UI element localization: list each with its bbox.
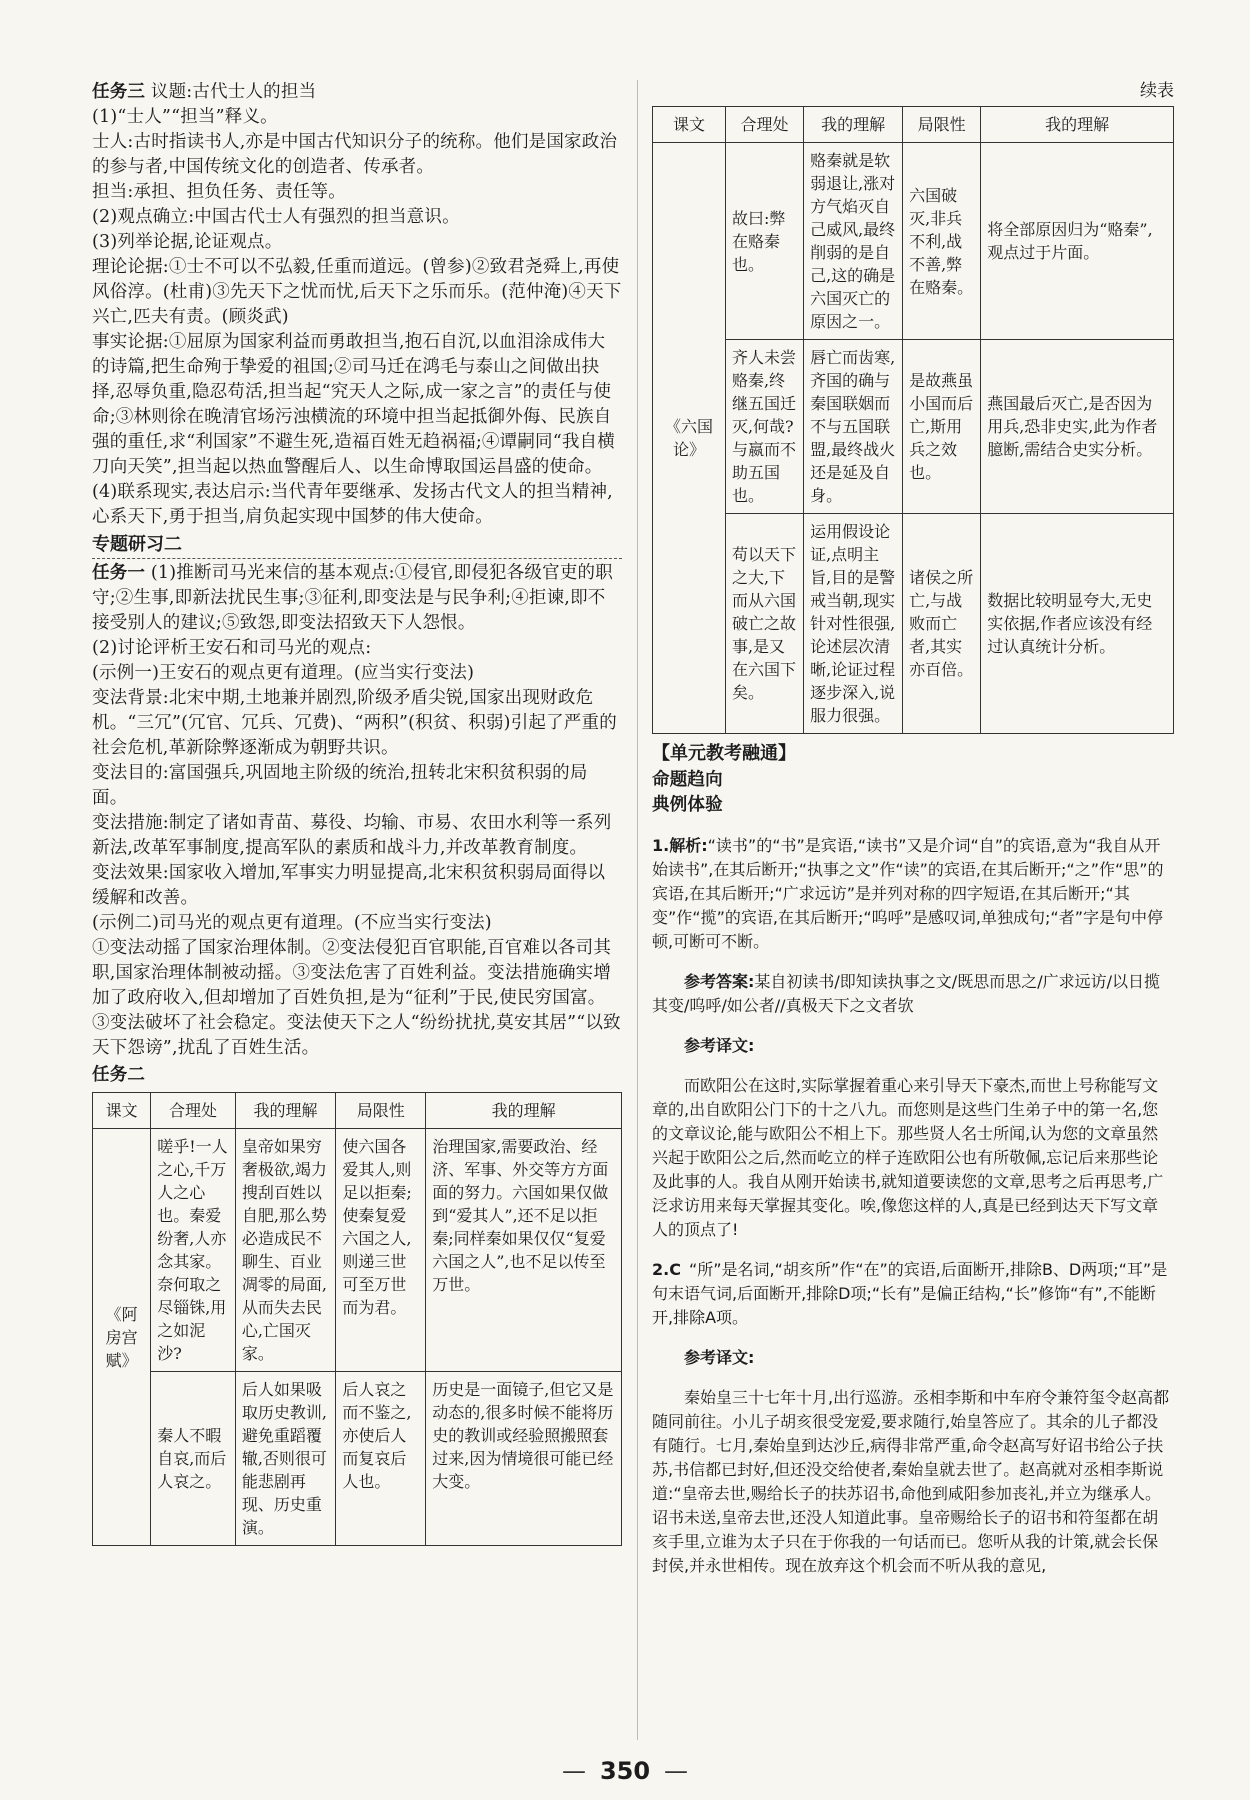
table-cell: 将全部原因归为“赂秦”,观点过于片面。 [981,143,1174,340]
q1-answer-text: 某自初读书/即知读执事之文/既思而思之/广求远访/以日揽其变/呜呼/如公者//真极天下之文者欤 [652,972,1160,1015]
dianli-heading: 典例体验 [652,795,723,815]
table-cell: 唇亡而齿寒,齐国的确与秦国联姻而不与五国联盟,最终战火还是延及自身。 [804,340,903,514]
table-cell: 皇帝如果穷奢极欲,竭力搜刮百姓以自肥,那么势必造成民不聊生、百业凋零的局面,从而失去民心,亡国灭家。 [235,1129,336,1372]
table-cell: 苟以天下之大,下而从六国破亡之故事,是又在六国下矣。 [725,514,803,734]
table-header-row [93,1093,622,1129]
paragraph: 变法目的:富国强兵,巩固地主阶级的统治,扭转北宋积贫积弱的局面。 [92,763,588,808]
paragraph: 变法措施:制定了诸如青苗、募役、均输、市易、农田水利等一系列新法,改革军事制度,提高军队的素质和战斗力,并改革教育制度。 [92,813,612,858]
paragraph: 士人:古时指读书人,亦是中国古代知识分子的统称。他们是国家政治的参与者,中国传统文化的创造者、传承者。 [92,132,618,177]
paragraph: 事实论据:①屈原为国家利益而勇敢担当,抱石自沉,以血泪涂成伟大的诗篇,把生命殉于挚爱的祖国;②司马迁在鸿毛与泰山之间做出抉择,忍辱负重,隐忍苟活,担当起“究天人之际,成一家之言”的责任与使命;③林则徐在晚清官场污浊横流的环境中担当起抵御外侮、民族自强的重任,求“利国家”不避生死,造福百姓无趋祸福;④谭嗣同“我自横刀向天笑”,担当起以热血警醒后人、以生命博取国运昌盛的使命。 [92,332,615,477]
q1-number: 1. [652,836,670,855]
table-row [653,340,1174,514]
table-cell: 齐人未尝赂秦,终继五国迁灭,何哉?与嬴而不助五国也。 [725,340,803,514]
table-header: 我的理解 [426,1093,622,1129]
research2-heading: 专题研习二 [92,532,622,559]
q1-answer-label: 参考答案: [684,972,755,991]
paragraph: 变法效果:国家收入增加,军事实力明显提高,北宋积贫积弱局面得以缓解和改善。 [92,863,606,908]
table-header: 课文 [93,1093,151,1129]
q1-text: “读书”的“书”是宾语,“读书”又是介词“自”的宾语,意为“我自从开始读书”,在其后断开;“执事之文”作“读”的宾语,在其后断开;“之”作“思”的宾语,在其后断开;“广求远访”是并列对称的四字短语,在其后断开;“其变”作“揽”的宾语,在其后断开;“呜呼”是感叹词,单独成句;“者”字是句中停顿,可断可不断。 [652,836,1164,951]
paragraph: (4)联系现实,表达启示:当代青年要继承、发扬古代文人的担当精神,心系天下,勇于担当,肩负起实现中国梦的伟大使命。 [92,482,613,527]
q2-number: 2.C [652,1260,681,1279]
table-header: 局限性 [903,107,981,143]
task2-heading: 任务二 [92,1065,146,1085]
paragraph: (示例一)王安石的观点更有道理。(应当实行变法) [92,663,475,683]
table-cell-title: 《六国论》 [653,143,726,734]
table-cell: 燕国最后灭亡,是否因为用兵,恐非史实,此为作者臆断,需结合史实分析。 [981,340,1174,514]
table-cell: 运用假设论证,点明主旨,目的是警戒当朝,现实针对性很强,论述层次清晰,论证过程逐步深入,说服力很强。 [804,514,903,734]
table-row [93,1372,622,1546]
paragraph: (1)“士人”“担当”释义。 [92,107,278,127]
table-row [653,514,1174,734]
task1-label: 任务一 [92,563,146,583]
table-cell: 故曰:弊在赂秦也。 [725,143,803,340]
left-column [92,80,622,1546]
right-column [652,80,1174,1594]
q2-analysis [652,1258,1174,1330]
task3-topic: 议题:古代士人的担当 [145,82,317,102]
table-header: 局限性 [336,1093,426,1129]
table-row [653,143,1174,340]
page-number-footer: — 350 — [561,1757,689,1785]
table-cell: 后人如果吸取历史教训,避免重蹈覆辙,否则很可能悲剧再现、历史重演。 [235,1372,336,1546]
page-number: 350 [599,1757,651,1785]
task3-label: 任务三 [92,82,146,102]
paragraph: 担当:承担、担负任务、责任等。 [92,182,346,202]
task1-paragraph [92,561,622,636]
table-cell: 赂秦就是软弱退让,涨对方气焰灭自己威风,最终削弱的是自己,这的确是六国灭亡的原因之一。 [804,143,903,340]
table-cell: 历史是一面镜子,但它又是动态的,很多时候不能将历史的教训或经验照搬照套过来,因为情境很可能已经大变。 [426,1372,622,1546]
column-divider [637,80,638,1740]
table-cell: 是故燕虽小国而后亡,斯用兵之效也。 [903,340,981,514]
task2-table-left [92,1092,622,1546]
unit-heading: 【单元教考融通】 [652,743,796,764]
table-header-row [653,107,1174,143]
table-header: 我的理解 [804,107,903,143]
table-header: 我的理解 [235,1093,336,1129]
trans2-label: 参考译文: [684,1348,755,1367]
table-cell: 诸侯之所亡,与战败而亡者,其实亦百倍。 [903,514,981,734]
table-row [93,1129,622,1372]
paragraph: 变法背景:北宋中期,土地兼并剧烈,阶级矛盾尖锐,国家出现财政危机。“三冗”(冗官、冗兵、冗费)、“两积”(积贫、积弱)引起了严重的社会危机,革新除弊逐渐成为朝野共识。 [92,688,617,758]
table-cell: 秦人不暇自哀,而后人哀之。 [151,1372,236,1546]
q1-label: 解析: [669,836,708,855]
q1-answer [652,970,1174,1018]
table-header: 合理处 [725,107,803,143]
paragraph: (3)列举论据,论证观点。 [92,232,283,252]
table-header: 合理处 [151,1093,236,1129]
table-cell: 后人哀之而不鉴之,亦使后人而复哀后人也。 [336,1372,426,1546]
paragraph: (2)观点确立:中国古代士人有强烈的担当意识。 [92,207,460,227]
table-cell: 治理国家,需要政治、经济、军事、外交等方方面面的努力。六国如果仅做到“爱其人”,还不足以拒秦;同样秦如果仅仅“复爱六国之人”,也不足以传至万世。 [426,1129,622,1372]
paragraph: 理论论据:①士不可以不弘毅,任重而道远。(曾参)②致君尧舜上,再使风俗淳。(杜甫)③先天下之忧而忧,后天下之乐而乐。(范仲淹)④天下兴亡,匹夫有责。(顾炎武) [92,257,622,327]
table-cell: 使六国各爱其人,则足以拒秦;使秦复爱六国之人,则递三世可至万世而为君。 [336,1129,426,1372]
task3-heading [92,80,622,105]
task2-table-right [652,106,1174,734]
table-cell: 数据比较明显夸大,无史实依据,作者应该没有经过认真统计分析。 [981,514,1174,734]
paragraph: ①变法动摇了国家治理体制。②变法侵犯百官职能,百官难以各司其职,国家治理体制被动摇。③变法危害了百姓利益。变法措施确实增加了政府收入,但却增加了百姓负担,是为“征利”于民,使民穷国富。③变法破坏了社会稳定。变法使天下之人“纷纷扰扰,莫安其居”“以致天下怨谤”,扰乱了百姓生活。 [92,938,621,1058]
paragraph: (示例二)司马光的观点更有道理。(不应当实行变法) [92,913,492,933]
table-cell-title: 《阿房宫赋》 [93,1129,151,1546]
trans2-text: 秦始皇三十七年十月,出行巡游。丞相李斯和中车府令兼符玺令赵高都随同前往。小儿子胡亥很受宠爱,要求随行,始皇答应了。其余的儿子都没有随行。七月,秦始皇到达沙丘,病得非常严重,命令赵高写好诏书给公子扶苏,书信都已封好,但还没交给使者,秦始皇就去世了。赵高就对丞相李斯说道:“皇帝去世,赐给长子的扶苏诏书,命他到咸阳参加丧礼,并立为继承人。诏书未送,皇帝去世,还没人知道此事。皇帝赐给长子的诏书和符玺都在胡亥手里,立谁为太子只在于你我的一句话而已。您听从我的计策,就会长保封侯,并永世相传。现在放弃这个机会而不听从我的意见, [652,1388,1170,1575]
q1-analysis [652,834,1174,954]
continued-label: 续表 [1140,81,1174,101]
mingti-heading: 命题趋向 [652,770,723,790]
table-cell: 嗟乎!一人之心,千万人之心也。秦爱纷奢,人亦念其家。奈何取之尽锱铢,用之如泥沙? [151,1129,236,1372]
table-header: 我的理解 [981,107,1174,143]
table-header: 课文 [653,107,726,143]
table-cell: 六国破灭,非兵不利,战不善,弊在赂秦。 [903,143,981,340]
trans1-label: 参考译文: [684,1036,755,1055]
task1-text: (1)推断司马光来信的基本观点:①侵官,即侵犯各级官吏的职守;②生事,即新法扰民生事;③征利,即变法是与民争利;④拒谏,即不接受别人的建议;⑤致怨,即变法招致天下人怨恨。 [92,563,613,633]
q2-text: “所”是名词,“胡亥所”作“在”的宾语,后面断开,排除B、D两项;“耳”是句末语气词,后面断开,排除D项;“长有”是偏正结构,“长”修饰“有”,不能断开,排除A项。 [652,1260,1168,1327]
paragraph: (2)讨论评析王安石和司马光的观点: [92,638,372,658]
trans1-text: 而欧阳公在这时,实际掌握着重心来引导天下豪杰,而世上号称能写文章的,出自欧阳公门下的十之八九。而您则是这些门生弟子中的第一名,您的文章议论,能与欧阳公不相上下。那些贤人名士所闻,认为您的文章虽然兴起于欧阳公之后,然而屹立的样子连欧阳公也有所敬佩,忘记后来那些论及此事的人。我自从刚开始读书,就知道要读您的文章,思考之后再思考,广泛求访用来每天掌握其变化。唉,像您这样的人,真是已经到达天下写文章人的顶点了! [652,1076,1164,1239]
